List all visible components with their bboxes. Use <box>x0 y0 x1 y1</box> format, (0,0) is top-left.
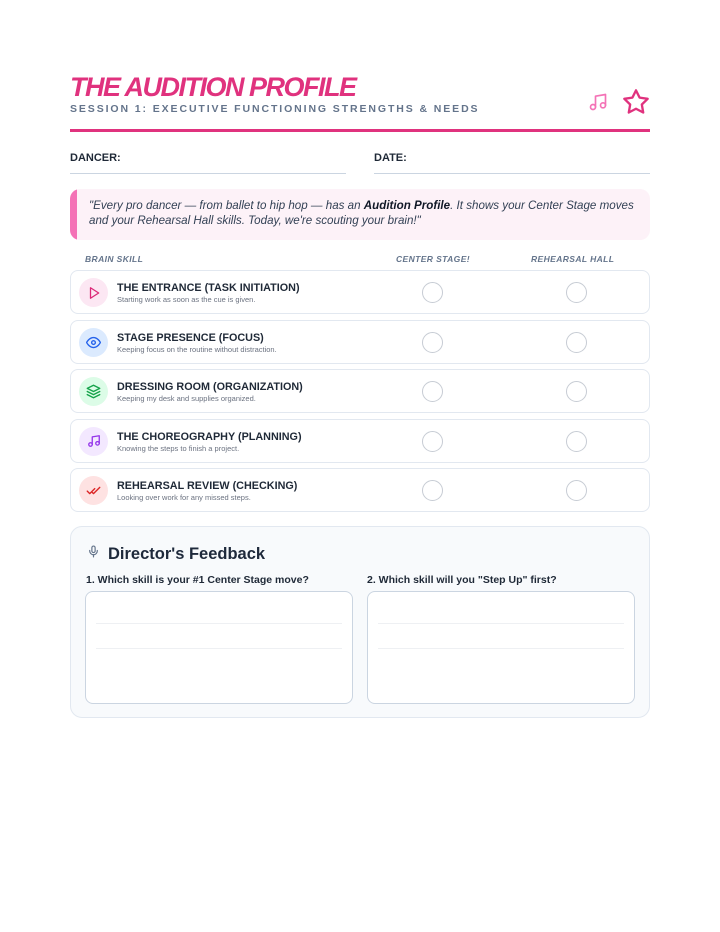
skill-row-choreography <box>70 419 650 463</box>
skill-row-entrance <box>70 270 650 314</box>
skill-name: DRESSING ROOM (ORGANIZATION) <box>117 381 303 393</box>
feedback-title <box>87 544 265 564</box>
skill-description: Starting work as soon as the cue is given. <box>117 295 256 304</box>
quote-part-2: . It shows your Center Stage moves and your Rehearsal Hall skills. Today, we're scouting your brain!" <box>89 199 634 227</box>
skill-description: Knowing the steps to finish a project. <box>117 443 240 453</box>
page-header <box>70 70 650 132</box>
eye-icon <box>79 328 108 357</box>
skill-name: REHEARSAL REVIEW (CHECKING) <box>117 480 298 492</box>
music-note-icon <box>79 427 108 456</box>
center-stage-radio[interactable] <box>422 381 443 402</box>
skill-name: THE CHOREOGRAPHY (PLANNING) <box>117 430 302 443</box>
quote-emphasis: Audition Profile <box>363 199 451 212</box>
skill-description: Looking over work for any missed steps. <box>117 493 251 502</box>
directors-feedback-panel <box>70 526 650 718</box>
rehearsal-hall-radio[interactable] <box>566 431 587 452</box>
skill-description: Keeping my desk and supplies organized. <box>117 394 256 403</box>
skill-row-stage-presence <box>70 320 650 364</box>
column-header-center-stage: CENTER STAGE! <box>396 254 470 264</box>
dancer-field[interactable] <box>70 152 346 174</box>
center-stage-radio[interactable] <box>422 431 443 452</box>
double-check-icon <box>79 476 108 505</box>
date-label: DATE: <box>374 152 407 164</box>
feedback-title-text: Director's Feedback <box>108 544 266 563</box>
skill-row-dressing-room <box>70 369 650 413</box>
date-field[interactable] <box>374 152 650 174</box>
page-title: THE AUDITION PROFILE <box>70 72 356 102</box>
play-icon <box>79 278 108 307</box>
skill-description: Keeping focus on the routine without distraction. <box>117 344 277 354</box>
center-stage-radio[interactable] <box>422 332 443 353</box>
quote-part-1: "Every pro dancer — from ballet to hip hop — has an <box>89 199 364 212</box>
skill-name: THE ENTRANCE (TASK INITIATION) <box>117 282 300 294</box>
page-subtitle: SESSION 1: EXECUTIVE FUNCTIONING STRENGTHS & NEEDS <box>70 103 480 115</box>
question-1-label: 1. Which skill is your #1 Center Stage move? <box>86 574 309 586</box>
column-header-rehearsal-hall: REHEARSAL HALL <box>531 254 615 264</box>
column-header-skill: BRAIN SKILL <box>85 254 144 264</box>
name-date-fields <box>70 152 650 176</box>
question-2-label: 2. Which skill will you "Step Up" first? <box>367 574 557 586</box>
rehearsal-hall-radio[interactable] <box>566 480 587 501</box>
question-1-answer[interactable] <box>85 591 353 704</box>
center-stage-radio[interactable] <box>422 282 443 303</box>
music-note-icon <box>588 92 608 112</box>
skill-name: STAGE PRESENCE (FOCUS) <box>117 331 264 344</box>
quote-text <box>89 199 636 228</box>
header-icons <box>588 88 650 116</box>
intro-quote <box>70 189 650 240</box>
dancer-label: DANCER: <box>70 152 121 164</box>
star-icon <box>622 88 650 116</box>
skill-row-rehearsal-review <box>70 468 650 512</box>
microphone-icon <box>87 544 100 564</box>
rehearsal-hall-radio[interactable] <box>566 381 587 402</box>
rehearsal-hall-radio[interactable] <box>566 282 587 303</box>
center-stage-radio[interactable] <box>422 480 443 501</box>
question-2-answer[interactable] <box>367 591 635 704</box>
rehearsal-hall-radio[interactable] <box>566 332 587 353</box>
layers-icon <box>79 377 108 406</box>
